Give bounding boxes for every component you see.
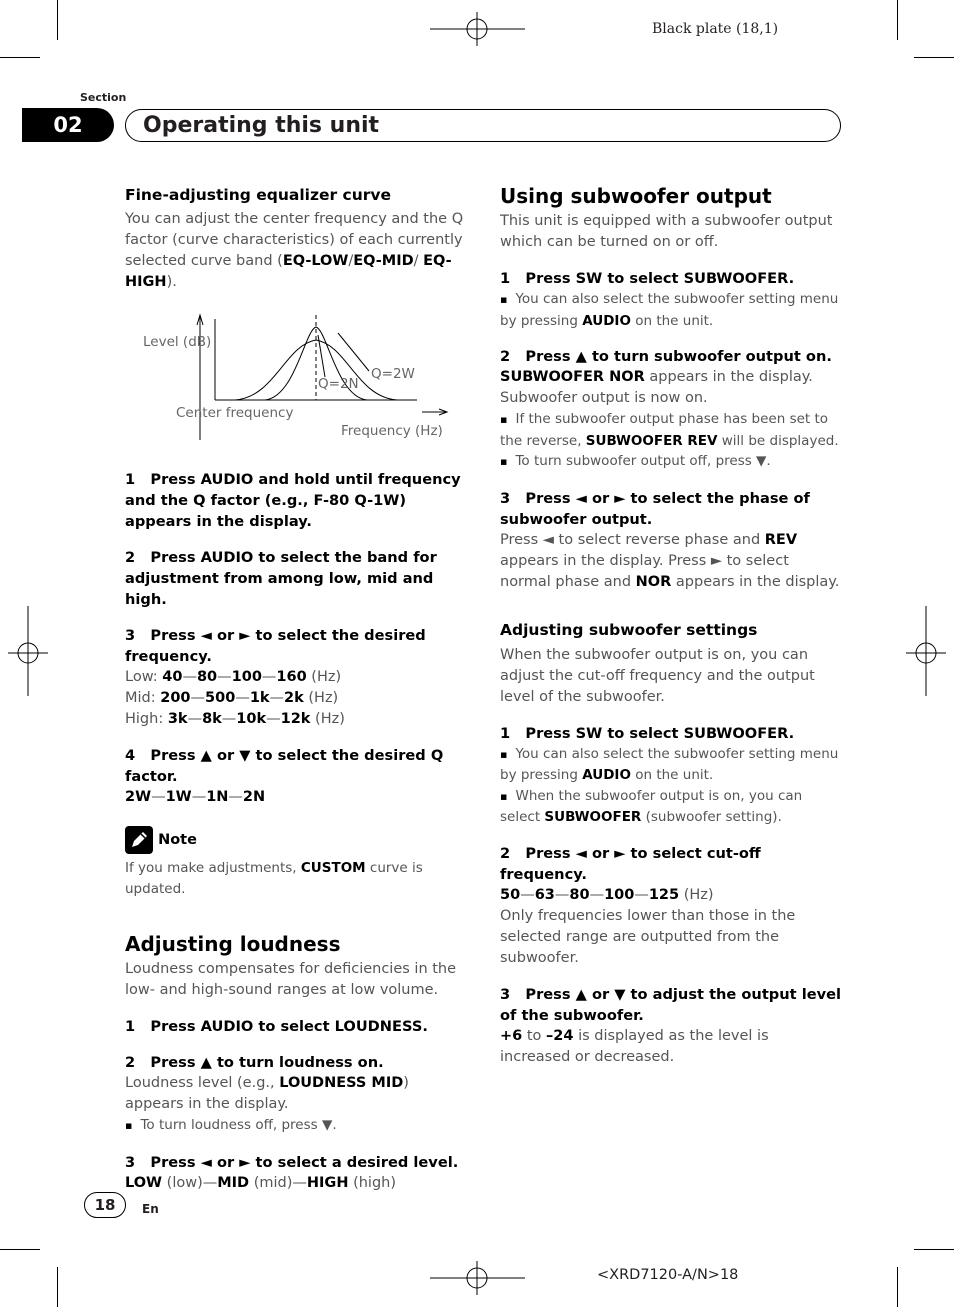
- graph-frequency-label: Frequency (Hz): [341, 423, 443, 439]
- note-label: Note: [158, 832, 197, 848]
- text-run: —: [266, 711, 281, 727]
- text-run: —: [191, 789, 207, 805]
- text-run: —: [634, 886, 649, 903]
- text-run: +6: [500, 1027, 523, 1044]
- text-run: (Hz): [679, 886, 714, 903]
- left-column: [125, 180, 470, 1194]
- text-run: You can also select the subwoofer setting menu by pressing: [500, 291, 839, 329]
- sub-step-2-bullet-2-text: To turn subwoofer output off, press ▼.: [515, 453, 771, 469]
- text-run: —: [235, 690, 250, 706]
- text-run: (Hz): [310, 711, 345, 727]
- sub-step-3: 3 Press ◄ or ► to select the phase of subwoofer output.: [500, 489, 810, 528]
- text-run: on the unit.: [630, 312, 714, 329]
- graph-center-label: Center frequency: [176, 405, 294, 421]
- text-run: SUBWOOFER: [544, 809, 642, 825]
- text-run: SUBWOOFER REV: [585, 432, 718, 449]
- loudness-heading: Adjusting loudness: [125, 932, 341, 956]
- text-run: /: [348, 253, 354, 269]
- loudness-step-2: 2 Press ▲ to turn loudness on.: [125, 1054, 384, 1071]
- text-run: to: [522, 1027, 547, 1044]
- text-run: AUDIO: [582, 767, 631, 783]
- text-run: 100: [231, 669, 262, 685]
- text-run: ).: [166, 274, 177, 290]
- footer-code: <XRD7120-A/N>18: [597, 1267, 739, 1283]
- text-run: 50: [500, 886, 521, 903]
- text-run: —: [520, 886, 535, 903]
- text-run: 1W: [165, 789, 192, 805]
- text-run: AUDIO: [582, 312, 631, 329]
- text-run: Mid:: [125, 690, 161, 706]
- section-label: Section: [80, 91, 127, 104]
- text-run: appears in the display. Press ► to select normal phase and: [500, 552, 789, 590]
- note-header: [125, 826, 470, 854]
- text-run: Low:: [125, 669, 163, 685]
- sub-settings-paragraph: When the subwoofer output is on, you can adjust the cut-off frequency and the output level of the subwoofer.: [500, 646, 815, 705]
- page-language: En: [142, 1202, 159, 1216]
- sub-step-2-bullet-2: [500, 451, 842, 473]
- note-text: [125, 858, 470, 899]
- text-run: 8k: [202, 711, 222, 727]
- text-run: —: [269, 690, 285, 706]
- settings-step-1: 1 Press SW to select SUBWOOFER.: [500, 724, 795, 742]
- section-number: 02: [22, 108, 114, 142]
- text-run: /: [413, 253, 424, 269]
- freq-high: [125, 709, 470, 730]
- text-run: ) appears in the display.: [125, 1075, 409, 1112]
- settings-step-3: 3 Press ▲ or ▼ to adjust the output level of the subwoofer.: [500, 985, 842, 1024]
- text-run: EQ-HIGH: [125, 253, 452, 290]
- text-run: 1N: [206, 789, 229, 805]
- text-run: LOUDNESS MID: [279, 1075, 404, 1091]
- plate-label: Black plate (18,1): [652, 21, 779, 37]
- text-run: 80: [196, 669, 218, 685]
- subwoofer-heading: Using subwoofer output: [500, 184, 772, 208]
- text-run: REV: [764, 531, 798, 548]
- freq-mid: [125, 688, 470, 709]
- text-run: —: [187, 711, 203, 727]
- text-run: If the subwoofer output phase has been set to the reverse,: [500, 411, 829, 449]
- page-number: 18: [84, 1192, 126, 1218]
- sub-step-2: 2 Press ▲ to turn subwoofer output on.: [500, 348, 832, 365]
- text-run: 80: [569, 886, 590, 903]
- text-run: 160: [276, 669, 307, 685]
- loudness-step-3: 3 Press ◄ or ► to select a desired level.: [125, 1153, 459, 1171]
- fine-adjust-heading: Fine-adjusting equalizer curve: [125, 186, 392, 204]
- eq-step-2: 2 Press AUDIO to select the band for adjustment from among low, mid and high.: [125, 549, 437, 608]
- text-run: 200: [160, 690, 191, 706]
- text-run: 10k: [236, 711, 267, 727]
- text-run: SUBWOOFER NOR: [500, 369, 645, 385]
- settings-step-2: 2 Press ◄ or ► to select cut-off frequency.: [500, 844, 761, 883]
- text-run: —: [228, 789, 243, 805]
- text-run: 40: [162, 669, 183, 685]
- text-run: CUSTOM: [300, 860, 366, 876]
- text-run: HIGH: [306, 1174, 349, 1191]
- text-run: (mid)—: [249, 1174, 307, 1191]
- q-values: [125, 787, 470, 808]
- text-run: EQ-MID: [353, 253, 414, 269]
- text-run: 1k: [249, 690, 270, 706]
- text-run: NOR: [635, 573, 672, 590]
- text-run: 2k: [284, 690, 304, 706]
- text-run: When the subwoofer output is on, you can select: [500, 787, 803, 825]
- loudness-levels: [125, 1173, 470, 1194]
- text-run: 2N: [242, 789, 266, 805]
- text-run: 100: [604, 886, 635, 903]
- text-run: 63: [534, 886, 555, 903]
- text-run: —: [151, 789, 166, 805]
- text-run: —: [221, 711, 237, 727]
- text-run: You can also select the subwoofer setting menu by pressing: [500, 745, 839, 783]
- text-run: —: [589, 886, 605, 903]
- graph-level-label: Level (dB): [143, 334, 212, 350]
- text-run: (high): [348, 1174, 397, 1191]
- text-run: on the unit.: [630, 767, 714, 783]
- section-title: Operating this unit: [125, 109, 841, 142]
- text-run: curve is updated.: [125, 860, 423, 897]
- graph-q2w-label: Q=2W: [371, 366, 415, 382]
- text-run: High:: [125, 711, 168, 727]
- loudness-paragraph: Loudness compensates for deficiencies in the low- and high-sound ranges at low volume.: [125, 961, 457, 998]
- eq-step-4: 4 Press ▲ or ▼ to select the desired Q factor.: [125, 747, 444, 785]
- registration-mark-bottom: [430, 1261, 525, 1295]
- eq-curve-graph: [125, 305, 470, 455]
- text-run: —: [217, 669, 232, 685]
- text-run: (Hz): [303, 690, 339, 706]
- text-run: (Hz): [306, 669, 342, 685]
- fine-adjust-paragraph: [125, 209, 470, 293]
- sub-step-2-paragraph: [500, 367, 842, 409]
- eq-step-3: 3 Press ◄ or ► to select the desired frequency.: [125, 627, 426, 665]
- loudness-bullet-text: To turn loudness off, press ▼.: [140, 1117, 337, 1133]
- graph-q2n-label: Q=2N: [318, 376, 359, 392]
- registration-mark-right: [906, 606, 946, 696]
- registration-mark-left: [8, 606, 48, 696]
- text-run: (low)—: [162, 1174, 218, 1191]
- text-run: Loudness level (e.g.,: [125, 1075, 280, 1091]
- text-run: MID: [217, 1174, 250, 1191]
- text-run: LOW: [125, 1174, 163, 1191]
- text-run: –24: [546, 1027, 574, 1044]
- settings-step-1-bullet-2: [500, 786, 842, 828]
- subwoofer-paragraph: This unit is equipped with a subwoofer output which can be turned on or off.: [500, 213, 833, 250]
- cutoff-values: [500, 885, 842, 906]
- cutoff-paragraph: Only frequencies lower than those in the selected range are outputted from the subwoofer.: [500, 907, 796, 966]
- text-run: 12k: [280, 711, 311, 727]
- text-run: 3k: [167, 711, 188, 727]
- text-run: —: [182, 669, 197, 685]
- sub-step-2-bullet-1: [500, 409, 842, 451]
- text-run: You can adjust the center frequency and the Q factor (curve characteristics) of each currently selected curve band (: [125, 211, 464, 269]
- level-paragraph: [500, 1026, 842, 1068]
- text-run: EQ-LOW: [282, 253, 349, 269]
- text-run: appears in the display.: [671, 573, 840, 590]
- sub-settings-heading: Adjusting subwoofer settings: [500, 620, 758, 639]
- text-run: —: [190, 690, 206, 706]
- settings-step-1-bullet-1: [500, 744, 842, 786]
- sub-step-1-bullet: [500, 289, 842, 331]
- text-run: 500: [205, 690, 236, 706]
- text-run: 2W: [125, 789, 152, 805]
- text-run: —: [261, 669, 277, 685]
- sub-step-3-paragraph: [500, 530, 842, 593]
- right-column: [500, 180, 842, 1068]
- note-pencil-icon: [125, 826, 153, 854]
- text-run: —: [554, 886, 570, 903]
- text-run: will be displayed.: [717, 432, 839, 449]
- loudness-step-1: 1 Press AUDIO to select LOUDNESS.: [125, 1018, 428, 1035]
- loudness-bullet: [125, 1115, 470, 1137]
- text-run: is displayed as the level is increased or decreased.: [500, 1027, 769, 1065]
- sub-step-1: 1 Press SW to select SUBWOOFER.: [500, 270, 795, 287]
- loudness-level-paragraph: [125, 1073, 470, 1115]
- text-run: 125: [648, 886, 680, 903]
- text-run: (subwoofer setting).: [641, 809, 782, 825]
- text-run: If you make adjustments,: [125, 860, 301, 876]
- eq-step-1: 1 Press AUDIO and hold until frequency and the Q factor (e.g., F-80 Q-1W) appears in the display.: [125, 471, 461, 530]
- text-run: appears in the display. Subwoofer output is now on.: [500, 369, 813, 406]
- registration-mark-top: [430, 12, 525, 46]
- freq-low: [125, 667, 470, 688]
- text-run: Press ◄ to select reverse phase and: [500, 531, 765, 548]
